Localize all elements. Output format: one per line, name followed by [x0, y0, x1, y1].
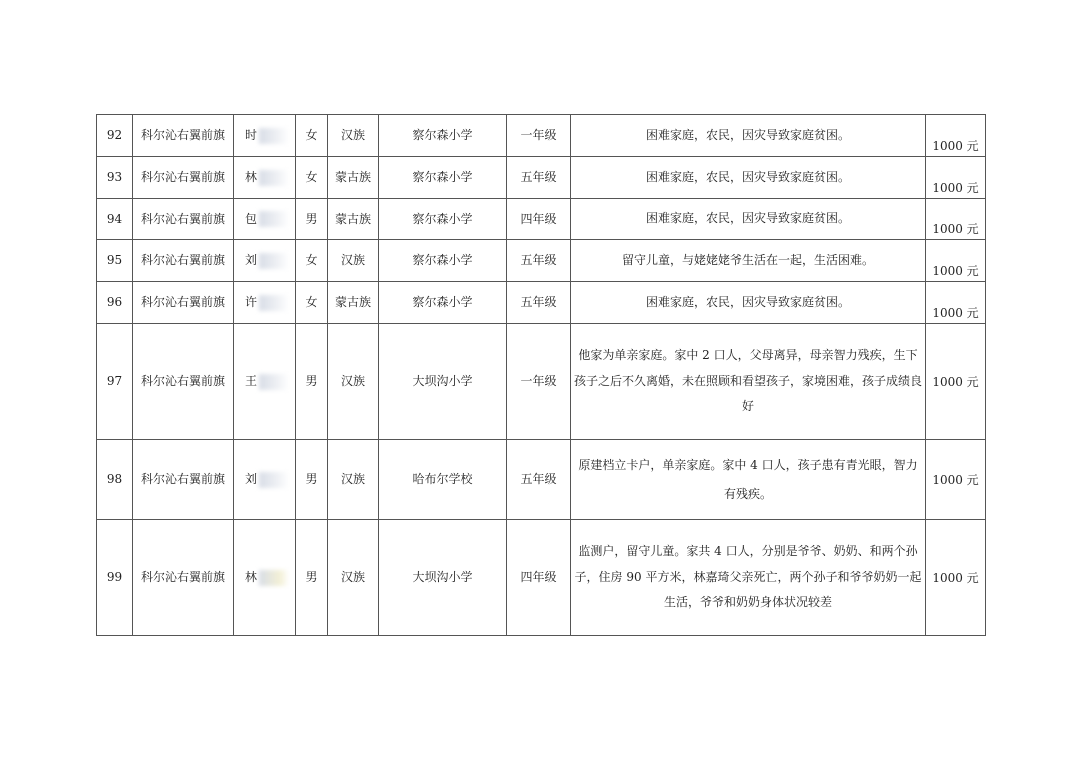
name-cell — [234, 157, 296, 199]
table-row — [97, 520, 986, 636]
name-text: 林 — [245, 170, 258, 184]
county-cell: 科尔沁右翼前旗 — [133, 157, 234, 199]
amount-cell: 1000 元 — [926, 520, 986, 636]
redacted-name-blur — [259, 128, 289, 144]
row-number: 99 — [97, 520, 133, 636]
gender-cell: 男 — [296, 440, 328, 520]
reason-cell: 他家为单亲家庭。家中 2 口人，父母离异，母亲智力残疾，生下孩子之后不久离婚，未在照顾和看望孩子，家境困难，孩子成绩良好 — [571, 324, 926, 440]
name-cell — [234, 520, 296, 636]
student-aid-table — [96, 114, 986, 636]
name-text: 包 — [245, 211, 258, 226]
gender-cell: 男 — [296, 324, 328, 440]
row-number: 96 — [97, 282, 133, 324]
grade-cell: 一年级 — [507, 324, 571, 440]
name-cell — [234, 282, 296, 324]
redacted-name-blur — [259, 211, 289, 227]
reason-cell: 监测户，留守儿童。家共 4 口人，分别是爷爷、奶奶、和两个孙子，住房 90 平方米，林嘉琦父亲死亡，两个孙子和爷爷奶奶一起生活，爷爷和奶奶身体状况较差 — [571, 520, 926, 636]
amount-cell: 1000 元 — [926, 199, 986, 240]
name-cell — [234, 199, 296, 240]
amount-cell: 1000 元 — [926, 240, 986, 282]
county-cell: 科尔沁右翼前旗 — [133, 199, 234, 240]
name-text: 林 — [245, 570, 258, 584]
gender-cell: 女 — [296, 157, 328, 199]
reason-cell: 困难家庭，农民，因灾导致家庭贫困。 — [571, 115, 926, 157]
reason-cell: 留守儿童，与姥姥姥爷生活在一起，生活困难。 — [571, 240, 926, 282]
row-number: 97 — [97, 324, 133, 440]
amount-cell: 1000 元 — [926, 115, 986, 157]
name-cell — [234, 324, 296, 440]
county-cell: 科尔沁右翼前旗 — [133, 520, 234, 636]
amount-cell: 1000 元 — [926, 282, 986, 324]
grade-cell: 五年级 — [507, 282, 571, 324]
grade-cell: 四年级 — [507, 199, 571, 240]
row-number: 93 — [97, 157, 133, 199]
ethnicity-cell: 汉族 — [328, 440, 379, 520]
amount-cell: 1000 元 — [926, 324, 986, 440]
county-cell: 科尔沁右翼前旗 — [133, 440, 234, 520]
redacted-name-blur — [259, 295, 289, 311]
name-text: 王 — [245, 374, 258, 388]
name-text: 刘 — [245, 472, 258, 486]
grade-cell: 五年级 — [507, 240, 571, 282]
row-number: 94 — [97, 199, 133, 240]
gender-cell: 女 — [296, 115, 328, 157]
gender-cell: 男 — [296, 199, 328, 240]
amount-cell: 1000 元 — [926, 440, 986, 520]
name-cell — [234, 440, 296, 520]
reason-cell: 困难家庭，农民，因灾导致家庭贫困。 — [571, 157, 926, 199]
grade-cell: 一年级 — [507, 115, 571, 157]
name-text: 刘 — [245, 253, 258, 267]
gender-cell: 男 — [296, 520, 328, 636]
redacted-name-blur — [259, 170, 289, 186]
ethnicity-cell: 汉族 — [328, 324, 379, 440]
reason-cell: 原建档立卡户，单亲家庭。家中 4 口人，孩子患有青光眼，智力有残疾。 — [571, 440, 926, 520]
name-cell — [234, 240, 296, 282]
grade-cell: 五年级 — [507, 157, 571, 199]
ethnicity-cell: 汉族 — [328, 520, 379, 636]
school-cell: 哈布尔学校 — [379, 440, 507, 520]
school-cell: 察尔森小学 — [379, 240, 507, 282]
table-row — [97, 157, 986, 199]
row-number: 92 — [97, 115, 133, 157]
school-cell: 察尔森小学 — [379, 115, 507, 157]
reason-cell: 困难家庭，农民，因灾导致家庭贫困。 — [571, 199, 926, 240]
county-cell: 科尔沁右翼前旗 — [133, 324, 234, 440]
row-number: 98 — [97, 440, 133, 520]
document-page — [96, 114, 986, 636]
name-cell — [234, 115, 296, 157]
grade-cell: 四年级 — [507, 520, 571, 636]
table-row — [97, 115, 986, 157]
table-row — [97, 282, 986, 324]
ethnicity-cell: 蒙古族 — [328, 199, 379, 240]
ethnicity-cell: 蒙古族 — [328, 282, 379, 324]
table-row — [97, 324, 986, 440]
school-cell: 察尔森小学 — [379, 199, 507, 240]
school-cell: 察尔森小学 — [379, 282, 507, 324]
reason-cell: 困难家庭，农民，因灾导致家庭贫困。 — [571, 282, 926, 324]
name-text: 许 — [245, 295, 258, 309]
gender-cell: 女 — [296, 240, 328, 282]
county-cell: 科尔沁右翼前旗 — [133, 282, 234, 324]
county-cell: 科尔沁右翼前旗 — [133, 115, 234, 157]
grade-cell: 五年级 — [507, 440, 571, 520]
redacted-name-blur — [259, 253, 289, 269]
amount-cell: 1000 元 — [926, 157, 986, 199]
table-body — [97, 115, 986, 636]
ethnicity-cell: 蒙古族 — [328, 157, 379, 199]
ethnicity-cell: 汉族 — [328, 240, 379, 282]
redacted-name-blur — [259, 570, 289, 586]
table-row — [97, 440, 986, 520]
redacted-name-blur — [259, 374, 289, 390]
table-row — [97, 240, 986, 282]
ethnicity-cell: 汉族 — [328, 115, 379, 157]
school-cell: 大坝沟小学 — [379, 324, 507, 440]
county-cell: 科尔沁右翼前旗 — [133, 240, 234, 282]
redacted-name-blur — [259, 472, 289, 488]
gender-cell: 女 — [296, 282, 328, 324]
school-cell: 大坝沟小学 — [379, 520, 507, 636]
table-row — [97, 199, 986, 240]
school-cell: 察尔森小学 — [379, 157, 507, 199]
name-text: 时 — [245, 128, 258, 142]
row-number: 95 — [97, 240, 133, 282]
